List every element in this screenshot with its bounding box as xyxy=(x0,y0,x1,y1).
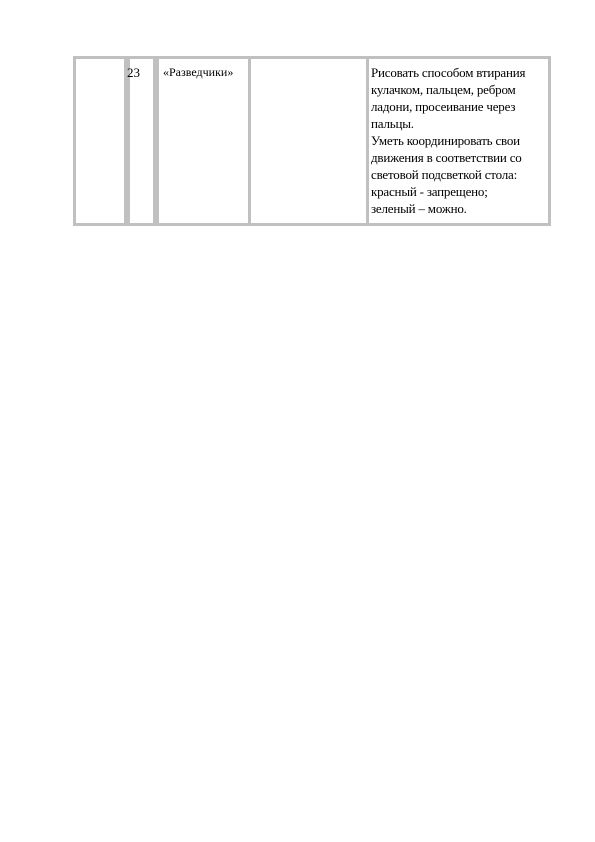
row-description: Рисовать способом втирания кулачком, пальцем, ребром ладони, просеивание через пальцы. Уметь координировать свои движения в соответствии со световой подсветкой стола: красный - запрещено; зеленый – можно. xyxy=(371,65,526,216)
table-cell-empty xyxy=(251,56,366,226)
table-row xyxy=(73,56,551,226)
table-cell-number xyxy=(127,56,156,226)
table-cell-blank xyxy=(73,56,127,226)
row-number: 23 xyxy=(127,65,140,80)
row-title: «Разведчики» xyxy=(163,65,234,79)
table-cell-title xyxy=(156,56,251,226)
